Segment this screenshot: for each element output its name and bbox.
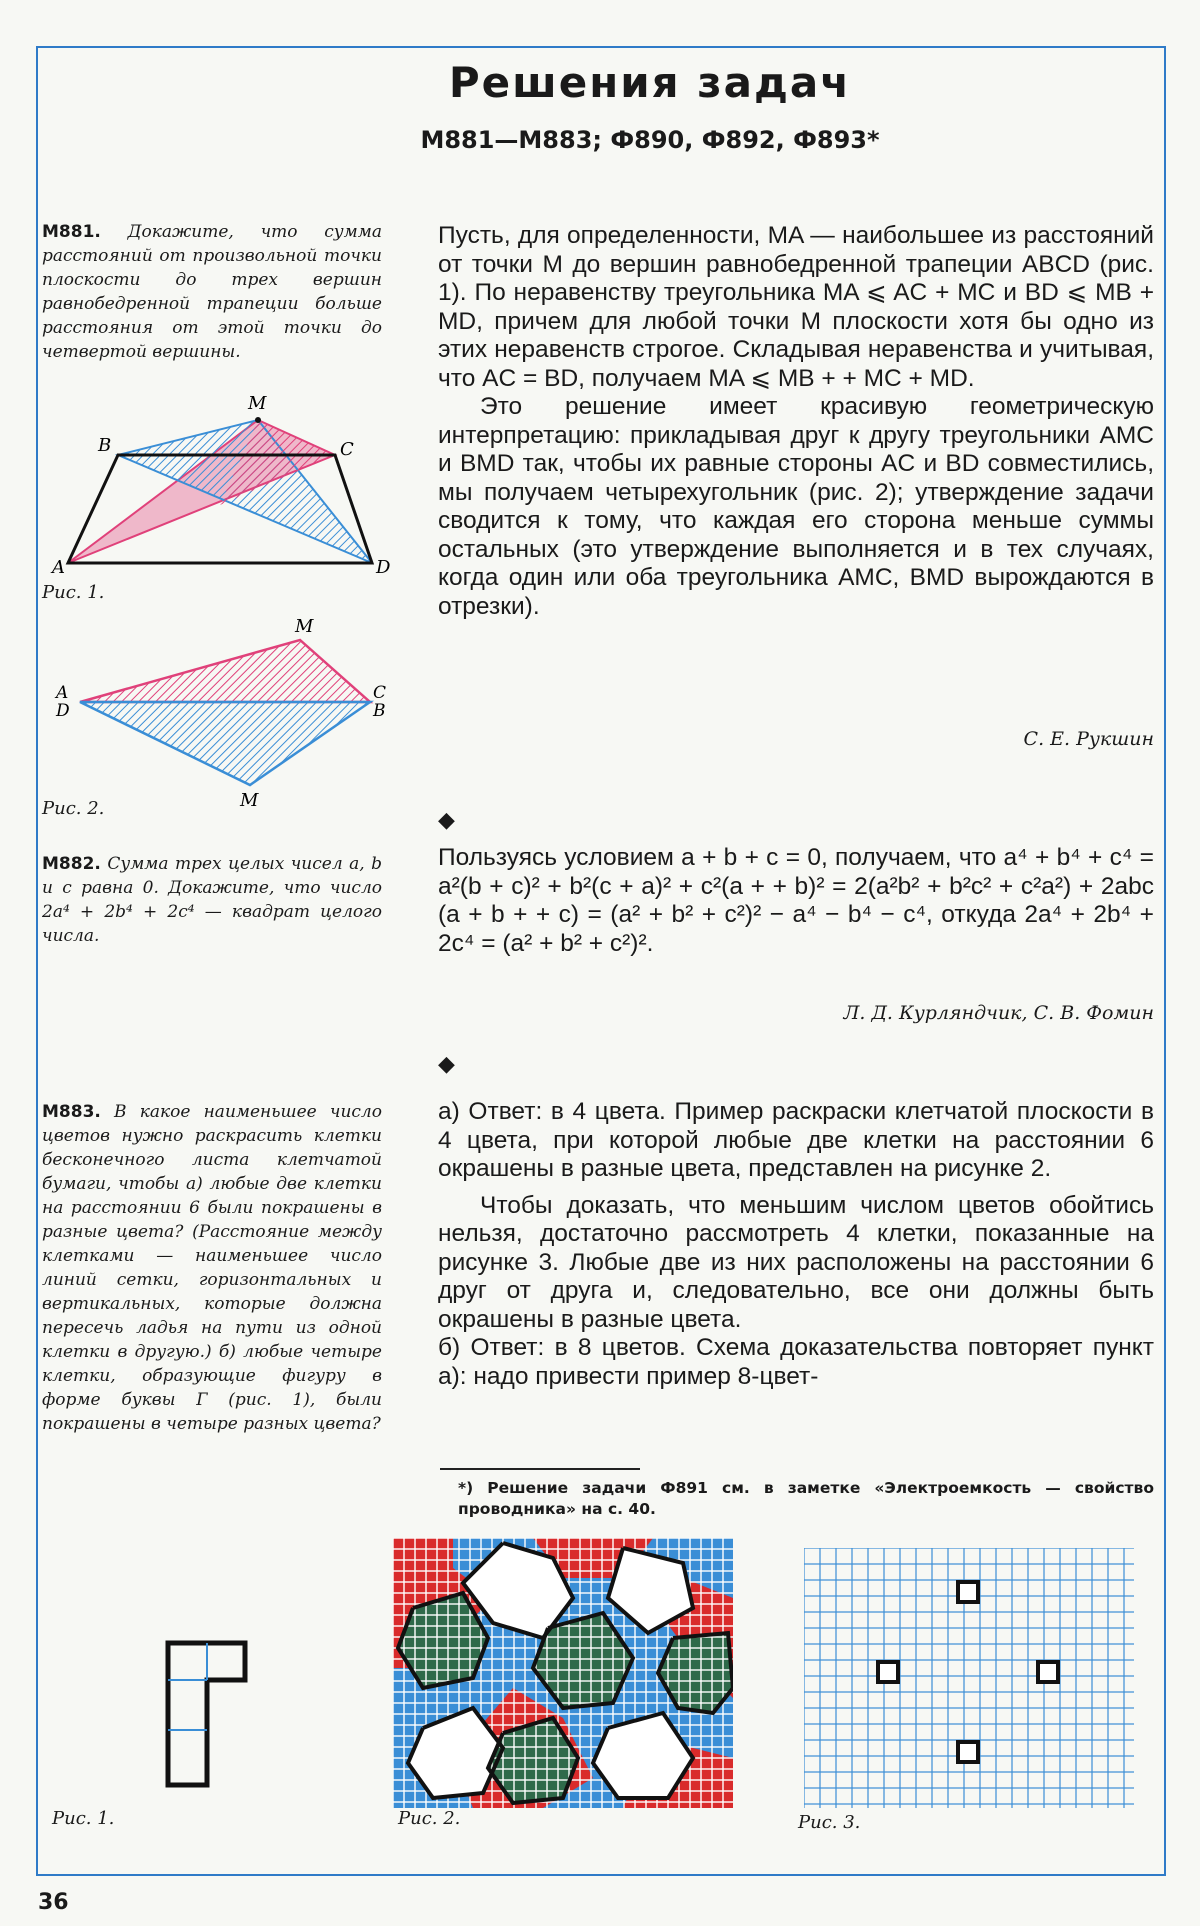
label-c: C: [340, 439, 354, 460]
label-c-2: C: [373, 683, 387, 703]
m882-author: Л. Д. Курляндчик, С. В. Фомин: [843, 1002, 1154, 1024]
m882-condition-text: Сумма трех целых чисел a, b и c равна 0. Докажите, что число 2a⁴ + 2b⁴ + 2c⁴ — квадрат целого числа.: [42, 854, 382, 946]
m883-figure-3-grid: [804, 1548, 1134, 1808]
footnote-rule: [440, 1468, 640, 1470]
footnote: *) Решение задачи Ф891 см. в заметке «Электроемкость — свойство проводника» на с. 40.: [458, 1479, 1154, 1518]
separator-diamond-1: ◆: [438, 808, 455, 833]
m881-number: М881.: [42, 222, 101, 242]
fig3-cell-bottom: [958, 1742, 978, 1762]
label-b-2: B: [373, 701, 386, 721]
m881-fig1-caption: Рис. 1.: [42, 582, 105, 603]
m883-solution-p3: б) Ответ: в 8 цветов. Схема доказательства повторяет пункт а): надо привести пример 8-цвет-: [438, 1334, 1154, 1390]
label-m: M: [248, 393, 267, 414]
m882-solution: [438, 844, 1154, 958]
page-number: 36: [38, 1890, 69, 1915]
m883-fig2-caption: Рис. 2.: [398, 1808, 461, 1829]
label-m-top: M: [295, 616, 314, 637]
fig3-cell-right: [1038, 1662, 1058, 1682]
m883-solution-p2: Чтобы доказать, что меньшим числом цветов обойтись нельзя, достаточно рассмотреть 4 клетки, показанные на рисунке 3. Любые две из них расположены на расстоянии 6 друг от друга и, следовательно, все они должны быть окрашены в разные цвета.: [438, 1191, 1154, 1333]
label-a-2: A: [56, 683, 69, 703]
m883-fig1-caption: Рис. 1.: [52, 1808, 115, 1829]
triangle-bmd-2: [80, 702, 370, 785]
m883-condition: [42, 1100, 382, 1436]
label-d: D: [376, 557, 391, 578]
m883-number: М883.: [42, 1102, 101, 1122]
m883-fig3-caption: Рис. 3.: [798, 1812, 861, 1833]
m881-solution: [438, 222, 1154, 621]
fig3-cell-top: [958, 1582, 978, 1602]
m883-figure-1-l-shape: [165, 1640, 265, 1790]
m883-figure-2-coloring: [393, 1538, 733, 1808]
triangle-amc-2: [80, 640, 370, 702]
m882-condition: [42, 852, 382, 948]
separator-diamond-2: ◆: [438, 1052, 455, 1077]
page-subtitle: М881—М883; Ф890, Ф892, Ф893*: [420, 126, 880, 154]
m883-solution: [438, 1098, 1154, 1391]
m881-solution-p1: Пусть, для определенности, MA — наибольшее из расстояний от точки M до вершин равнобедренной трапеции ABCD (рис. 1). По неравенству треугольника MA ⩽ AC + MC и BD ⩽ MB + MD, причем для любой точки M плоскости хотя бы одно из этих неравенств строгое. Складывая неравенства и учитывая, что AC = BD, получаем MA ⩽ MB + + MC + MD.: [438, 222, 1154, 392]
m883-solution-p1: а) Ответ: в 4 цвета. Пример раскраски клетчатой плоскости в 4 цвета, при которой любые две клетки на расстоянии 6 окрашены в разные цвета, представлен на рисунке 2.: [438, 1098, 1154, 1182]
point-m: [255, 417, 261, 423]
label-m-bottom: M: [240, 790, 259, 811]
m882-number: М882.: [42, 854, 101, 874]
label-b: B: [98, 435, 112, 456]
label-a: A: [52, 557, 65, 578]
fig3-cell-left: [878, 1662, 898, 1682]
m881-figure-1: [50, 393, 391, 578]
m881-condition-text: Докажите, что сумма расстояний от произвольной точки плоскости до трех вершин равнобедренной трапеции больше расстояния от этой точки до четвертой вершины.: [42, 222, 382, 362]
m881-author: С. Е. Рукшин: [1023, 728, 1154, 750]
m881-solution-p2: Это решение имеет красивую геометрическую интерпретацию: прикладывая друг к другу треугольники AMC и BMD так, чтобы их равные стороны AC и BD совместились, мы получаем четырехугольник (рис. 2); утверждение задачи сводится к тому, что каждая его сторона меньше суммы остальных (это утверждение выполняется и в тех случаях, когда один или оба треугольника AMC, BMD вырождаются в отрезки).: [438, 393, 1154, 620]
m882-solution-text: Пользуясь условием a + b + c = 0, получаем, что a⁴ + b⁴ + c⁴ = a²(b + c)² + b²(c + a)² + c²(a + + b)² = 2(a²b² + b²c² + c²a²) + 2abc (a + b + + c) = (a² + b² + c²)² − a⁴ − b⁴ − c⁴, откуда 2a⁴ + 2b⁴ + 2c⁴ = (a² + b² + c²)².: [438, 844, 1154, 957]
page-title: Решения задач: [448, 58, 852, 107]
m883-condition-text: В какое наименьшее число цветов нужно раскрасить клетки бесконечного листа клетчатой бумаги, чтобы а) любые две клетки на расстоянии 6 были покрашены в разные цвета? (Расстояние между клетками — наименьшее число линий сетки, горизонтальных и вертикальных, которые должна пересечь ладья на пути из одной клетки в другую.) б) любые четыре клетки, образующие фигуру в форме буквы Г (рис. 1), были покрашены в четыре разных цвета?: [42, 1102, 382, 1434]
label-d-2: D: [56, 701, 70, 721]
m881-condition: [42, 220, 382, 364]
m881-fig2-caption: Рис. 2.: [42, 798, 105, 819]
